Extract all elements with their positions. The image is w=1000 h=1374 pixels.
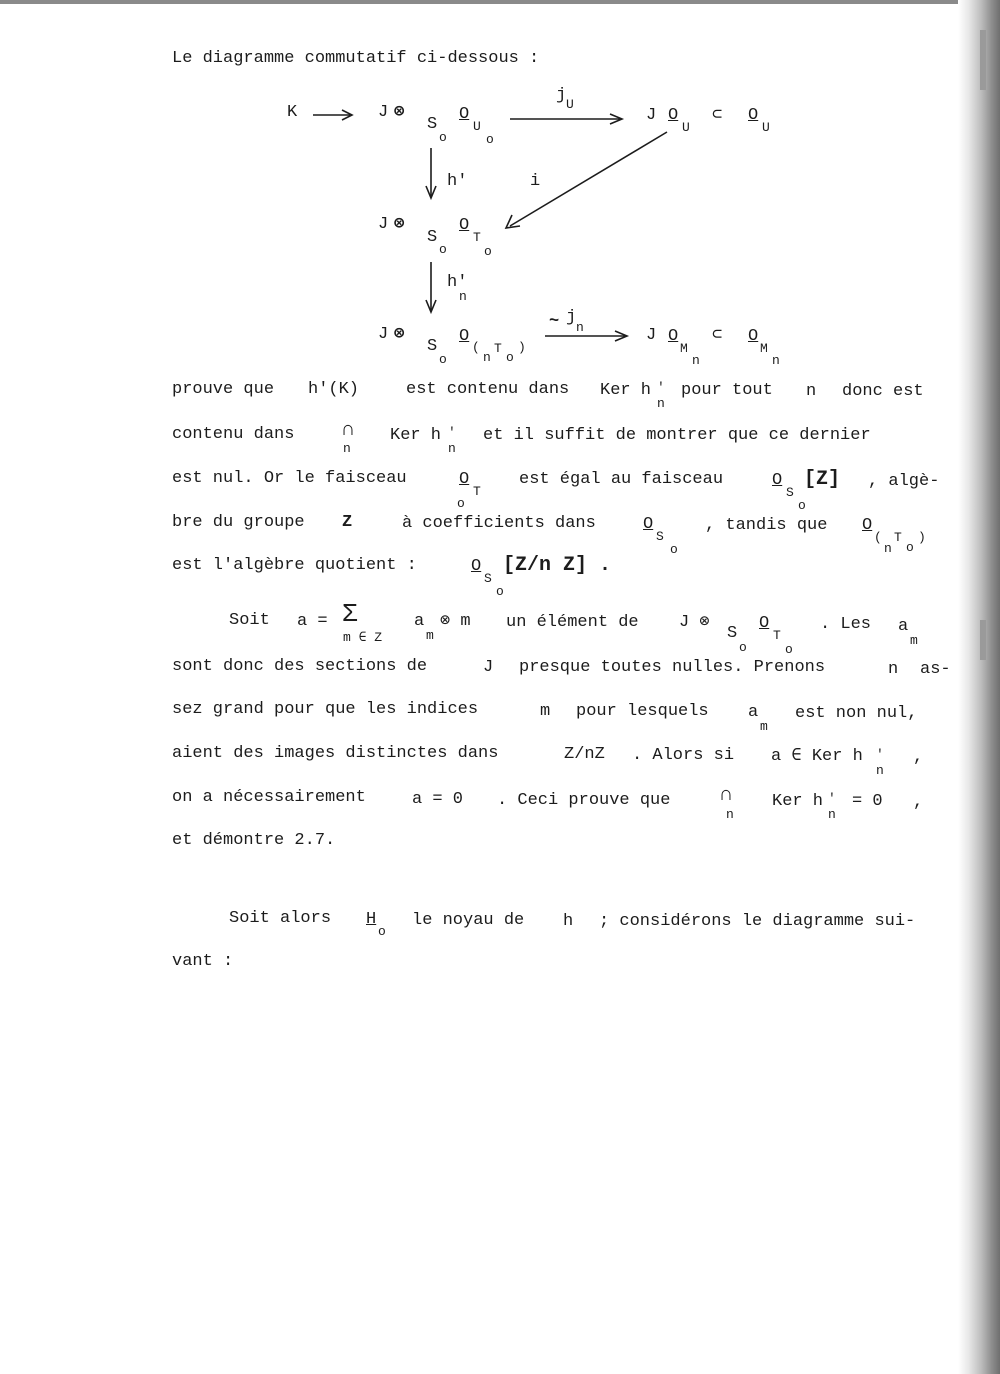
diagram-j2: J <box>378 215 389 234</box>
math-a-equals: a = <box>297 612 328 631</box>
text-run: à coefficients dans <box>402 514 596 533</box>
text-run: sont donc des sections de <box>172 657 428 676</box>
intersection-symbol: ∩ <box>342 419 355 442</box>
diagram-o-nt: O <box>459 327 470 346</box>
math-a: a <box>414 612 425 631</box>
text-run: , tandis que <box>705 516 828 535</box>
diagram-u-sub2: o <box>486 132 494 147</box>
math-sub: S <box>786 485 794 500</box>
diagram-paren: ( <box>472 340 480 355</box>
text-run: , algè- <box>868 472 940 491</box>
diagram-o-sub: o <box>506 350 514 365</box>
h-prime-label: h' <box>447 172 468 191</box>
math-sub: n <box>448 441 456 456</box>
math-sub: m <box>426 628 434 643</box>
text-run: bre du groupe <box>172 513 305 532</box>
math-sub: n <box>828 807 836 822</box>
arrow-tilde: ~ <box>549 312 560 331</box>
math-quotient: [Z/n Z] . <box>503 554 612 577</box>
diagram-right-o2: O <box>748 106 759 125</box>
math-equals-zero: = 0 <box>852 792 883 811</box>
diagram-k: K <box>287 103 298 122</box>
tensor-symbol: ⊗ <box>394 215 405 234</box>
diagram-s: S <box>427 228 438 247</box>
diagram-j3: J <box>378 325 389 344</box>
math-ker: Ker h <box>390 426 442 445</box>
math-sup: ' <box>657 380 665 395</box>
math-sub: n <box>657 396 665 411</box>
h-n-label: h' <box>447 273 468 292</box>
i-label: i <box>530 172 541 191</box>
math-sub: o <box>496 584 504 599</box>
text-run: on a nécessairement <box>172 788 366 807</box>
intersection-symbol: ∩ <box>720 784 733 807</box>
diagram-right-o: O <box>668 106 679 125</box>
diagram-right-m: M <box>680 341 688 356</box>
math-bracket-z: [Z] <box>804 468 841 491</box>
text-run: , <box>913 748 924 767</box>
text-run: pour lesquels <box>576 702 709 721</box>
math-sub: n <box>726 807 734 822</box>
diagram-j1: J <box>378 103 389 122</box>
diagram-s-sub: o <box>439 130 447 145</box>
text-run: Soit <box>229 611 270 630</box>
diagram-n: n <box>483 350 491 365</box>
diagram-s: S <box>427 337 438 356</box>
math-t: T <box>894 530 902 545</box>
math-o-sub: o <box>906 540 914 555</box>
text-run: , <box>913 793 924 812</box>
math-n: n <box>884 541 892 556</box>
diagram-right-o2: O <box>748 327 759 346</box>
diagram-right-n2: n <box>772 353 780 368</box>
text-run: est l'algèbre quotient : <box>172 556 417 575</box>
math-sup: ' <box>448 425 456 440</box>
math-sub: o <box>785 642 793 657</box>
text-run: sez grand pour que les indices <box>172 700 479 719</box>
text-run: est nul. Or le faisceau <box>172 469 407 488</box>
math-o: O <box>862 516 873 535</box>
math-o: O <box>471 557 482 576</box>
arrow-label-j: j <box>566 308 577 327</box>
diagram-u-sub: U <box>473 119 481 134</box>
math-sub: o <box>457 496 465 511</box>
math-j-tensor: J ⊗ <box>679 613 710 632</box>
text-run: . Les <box>820 615 872 634</box>
diagram-s-sub: o <box>439 352 447 367</box>
subset-symbol: ⊂ <box>712 326 723 345</box>
math-a: a <box>898 617 909 636</box>
text-run: vant : <box>172 952 234 971</box>
scan-edge-mark <box>980 620 986 660</box>
diagram-paren-close: ) <box>518 340 526 355</box>
math-s: S <box>727 624 738 643</box>
math-sub: S <box>656 529 664 544</box>
diagram-t-sub2: o <box>484 244 492 259</box>
text-run: pour tout <box>681 381 773 400</box>
math-h-prime-k: h'(K) <box>308 380 360 399</box>
diagram-right-u2: U <box>762 120 770 135</box>
arrow-label-u: U <box>566 97 574 112</box>
diagram-s: S <box>427 115 438 134</box>
math-m: m <box>540 702 551 721</box>
text-run: et il suffit de montrer que ce dernier <box>483 426 871 445</box>
subset-symbol: ⊂ <box>712 106 723 125</box>
math-sub: T <box>473 484 481 499</box>
math-a-zero: a = 0 <box>412 790 464 809</box>
math-sub: n <box>343 441 351 456</box>
math-a: a <box>748 703 759 722</box>
diagram-right-n: n <box>692 353 700 368</box>
text-run: Soit alors <box>229 909 332 928</box>
text-run: est égal au faisceau <box>519 470 724 489</box>
math-sub: S <box>484 571 492 586</box>
tensor-symbol: ⊗ <box>394 103 405 122</box>
math-ker: Ker h <box>600 381 652 400</box>
math-z: Z <box>342 513 353 532</box>
math-sup: ' <box>876 747 884 762</box>
math-sub: o <box>798 498 806 513</box>
arrow-label-n: n <box>576 320 584 335</box>
math-ker: Ker h <box>772 792 824 811</box>
math-sub: o <box>670 542 678 557</box>
math-sub: o <box>378 924 386 939</box>
h-n-sub: n <box>459 289 467 304</box>
text-run: est contenu dans <box>406 380 570 399</box>
text-run: un élément de <box>506 613 639 632</box>
math-n: n <box>888 660 899 679</box>
text-run: aient des images distinctes dans <box>172 744 499 763</box>
math-sub: m <box>760 719 768 734</box>
tensor-symbol: ⊗ <box>394 325 405 344</box>
math-sum-sub: m ∈ Z <box>343 630 383 645</box>
text-run: . Ceci prouve que <box>497 791 671 810</box>
math-sub: T <box>773 628 781 643</box>
diagram-t: T <box>494 341 502 356</box>
text-run: donc est <box>842 382 924 401</box>
diagram-t-sub: T <box>473 230 481 245</box>
intro-text: Le diagramme commutatif ci-dessous : <box>172 49 540 68</box>
math-sub: n <box>876 763 884 778</box>
math-o: O <box>643 515 654 534</box>
math-sub: o <box>739 640 747 655</box>
math-paren: ( <box>874 530 882 545</box>
math-z-nz: Z/nZ <box>564 745 605 764</box>
math-o: O <box>772 471 783 490</box>
diagram-right-o: O <box>668 327 679 346</box>
diagram-o-u: O <box>459 105 470 124</box>
text-run: le noyau de <box>412 911 525 930</box>
math-o: O <box>759 614 770 633</box>
diagram-o-t: O <box>459 216 470 235</box>
math-sup: ' <box>828 791 836 806</box>
math-h: H <box>366 910 377 929</box>
math-a-in-ker: a ∈ Ker h <box>771 747 863 766</box>
sum-symbol: Σ <box>342 599 358 629</box>
text-run: prouve que <box>172 380 275 399</box>
text-run: . Alors si <box>632 746 735 765</box>
math-j: J <box>483 658 494 677</box>
text-run: presque toutes nulles. Prenons <box>519 658 826 677</box>
text-run: as- <box>920 660 951 679</box>
text-run: et démontre 2.7. <box>172 831 336 850</box>
text-run: ; considérons le diagramme sui- <box>599 912 916 931</box>
math-paren-close: ) <box>918 530 926 545</box>
diagram-s-sub: o <box>439 242 447 257</box>
math-sub: m <box>910 633 918 648</box>
arrow-label-j: j <box>556 86 567 105</box>
diagram-right-j: J <box>646 326 657 345</box>
text-run: est non nul, <box>795 704 918 723</box>
math-tensor-m: ⊗ m <box>440 612 471 631</box>
text-run: contenu dans <box>172 425 295 444</box>
diagram-right-u: U <box>682 120 690 135</box>
math-n: n <box>806 382 817 401</box>
math-h: h <box>563 912 574 931</box>
math-o: O <box>459 470 470 489</box>
diagram-right-j: J <box>646 106 657 125</box>
diagram-right-m2: M <box>760 341 768 356</box>
